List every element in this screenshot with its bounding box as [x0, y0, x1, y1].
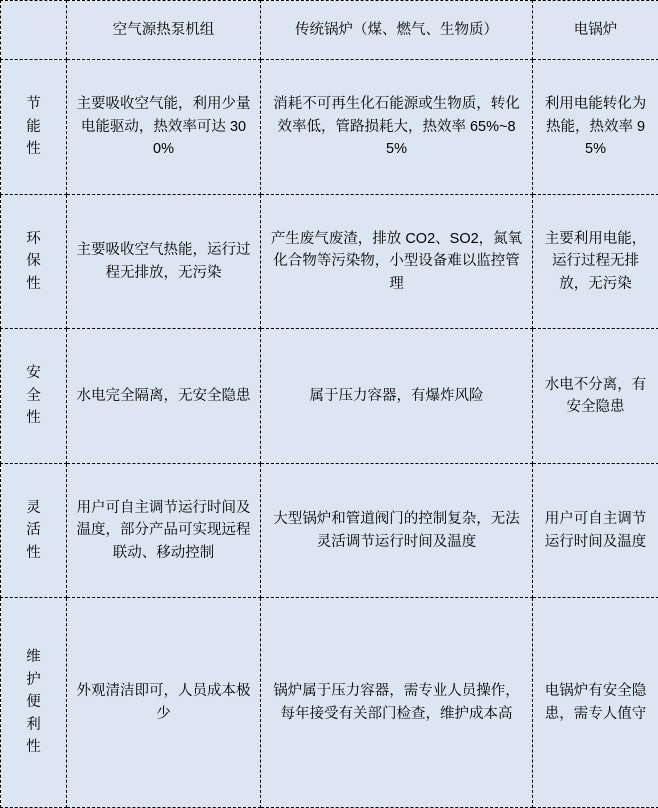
row-label-text: 环保性 [26, 230, 41, 292]
cell-maintenance-heatpump: 外观清洁即可，人员成本极少 [67, 598, 261, 808]
row-label-safety [1, 329, 67, 464]
table-row [1, 463, 658, 598]
cell-safety-traditional-boiler: 属于压力容器，有爆炸风险 [261, 329, 533, 464]
cell-energy-saving-electric-boiler: 利用电能转化为热能，热效率 95% [533, 60, 658, 195]
row-label-text: 维护便利性 [26, 649, 41, 756]
cell-safety-heatpump: 水电完全隔离，无安全隐患 [67, 329, 261, 464]
cell-energy-saving-traditional-boiler: 消耗不可再生化石能源或生物质，转化效率低，管路损耗大，热效率 65%~85% [261, 60, 533, 195]
table-header-row [1, 1, 658, 60]
table-row [1, 598, 658, 808]
row-label-text: 灵活性 [26, 499, 41, 561]
table-row [1, 329, 658, 464]
cell-environmental-electric-boiler: 主要利用电能，运行过程无排放，无污染 [533, 194, 658, 329]
cell-flexibility-traditional-boiler: 大型锅炉和管道阀门的控制复杂，无法灵活调节运行时间及温度 [261, 463, 533, 598]
row-label-energy-saving [1, 60, 67, 195]
column-header-heatpump: 空气源热泵机组 [67, 1, 261, 60]
cell-environmental-traditional-boiler: 产生废气废渣，排放 CO2、SO2，氮氧化合物等污染物，小型设备难以监控管理 [261, 194, 533, 329]
cell-environmental-heatpump: 主要吸收空气热能，运行过程无排放，无污染 [67, 194, 261, 329]
cell-maintenance-traditional-boiler: 锅炉属于压力容器，需专业人员操作，每年接受有关部门检查，维护成本高 [261, 598, 533, 808]
cell-flexibility-electric-boiler: 用户可自主调节运行时间及温度 [533, 463, 658, 598]
row-label-text: 节能性 [26, 96, 41, 158]
table-row [1, 194, 658, 329]
row-label-environmental [1, 194, 67, 329]
table-row [1, 60, 658, 195]
row-label-text: 安全性 [26, 365, 41, 427]
row-label-maintenance [1, 598, 67, 808]
table-corner-cell [1, 1, 67, 60]
row-label-flexibility [1, 463, 67, 598]
cell-safety-electric-boiler: 水电不分离，有安全隐患 [533, 329, 658, 464]
cell-maintenance-electric-boiler: 电锅炉有安全隐患，需专人值守 [533, 598, 658, 808]
cell-energy-saving-heatpump: 主要吸收空气能，利用少量电能驱动，热效率可达 300% [67, 60, 261, 195]
column-header-traditional-boiler: 传统锅炉（煤、燃气、生物质） [261, 1, 533, 60]
column-header-electric-boiler: 电锅炉 [533, 1, 658, 60]
cell-flexibility-heatpump: 用户可自主调节运行时间及温度，部分产品可实现远程联动、移动控制 [67, 463, 261, 598]
